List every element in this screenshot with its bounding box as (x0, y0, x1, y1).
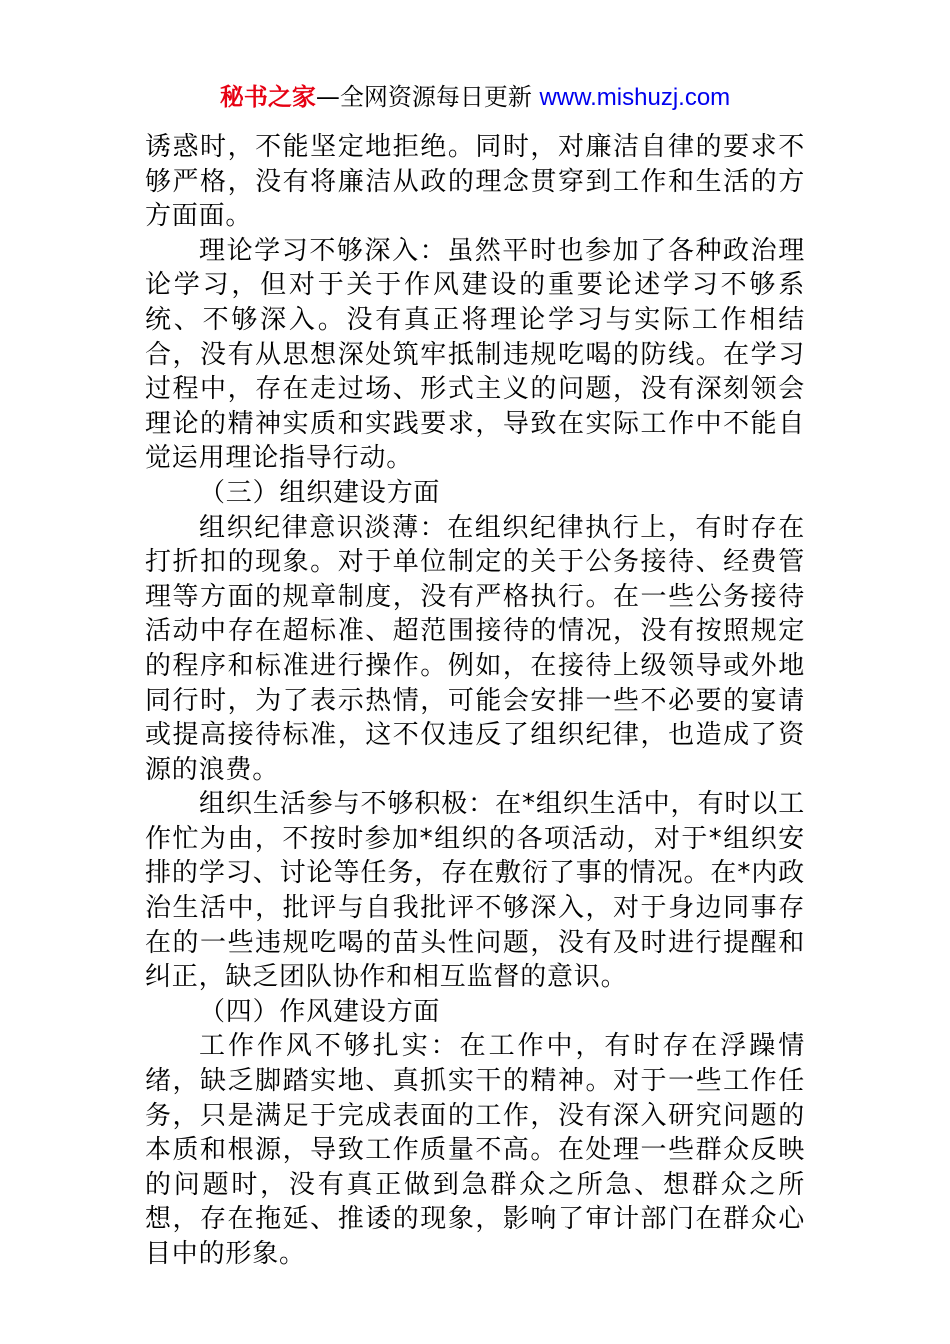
paragraph-theory-study: 理论学习不够深入：虽然平时也参加了各种政治理论学习，但对于关于作风建设的重要论述学习不够系统、不够深入。没有真正将理论学习与实际工作相结合，没有从思想深处筑牢抵制违规吃喝的防线。在学习过程中，存在走过场、形式主义的问题，没有深刻领会理论的精神实质和实践要求，导致在实际工作中不能自觉运用理论指导行动。 (145, 235, 805, 474)
paragraph-work-style: 工作作风不够扎实：在工作中，有时存在浮躁情绪，缺乏脚踏实地、真抓实干的精神。对于一些工作任务，只是满足于完成表面的工作，没有深入研究问题的本质和根源，导致工作质量不高。在处理一些群众反映的问题时，没有真正做到急群众之所急、想群众之所想，存在拖延、推诿的现象，影响了审计部门在群众心目中的形象。 (145, 1031, 805, 1269)
page-header (0, 80, 950, 115)
site-url-link[interactable]: www.mishuzj.com (539, 84, 731, 111)
site-slogan: —全网资源每日更新 (315, 83, 540, 111)
paragraph-organization-life: 组织生活参与不够积极：在*组织生活中，有时以工作忙为由，不按时参加*组织的各项活动，对于*组织安排的学习、讨论等任务，存在敷衍了事的情况。在*内政治生活中，批评与自我批评不够深入，对于身边同事存在的一些违规吃喝的苗头性问题，没有及时进行提醒和纠正，缺乏团队协作和相互监督的意识。 (145, 789, 805, 993)
paragraph-organization-discipline: 组织纪律意识淡薄：在组织纪律执行上，有时存在打折扣的现象。对于单位制定的关于公务接待、经费管理等方面的规章制度，没有严格执行。在一些公务接待活动中存在超标准、超范围接待的情况，没有按照规定的程序和标准进行操作。例如，在接待上级领导或外地同行时，为了表示热情，可能会安排一些不必要的宴请或提高接待标准，这不仅违反了组织纪律，也造成了资源的浪费。 (145, 512, 805, 785)
site-brand: 秘书之家 (219, 83, 316, 111)
document-body (145, 130, 805, 1272)
section-heading-organization: （三）组织建设方面 (199, 477, 441, 508)
paragraph-continuation: 诱惑时，不能坚定地拒绝。同时，对廉洁自律的要求不够严格，没有将廉洁从政的理念贯穿到工作和生活的方方面面。 (145, 132, 805, 232)
section-heading-work-style: （四）作风建设方面 (199, 996, 441, 1027)
